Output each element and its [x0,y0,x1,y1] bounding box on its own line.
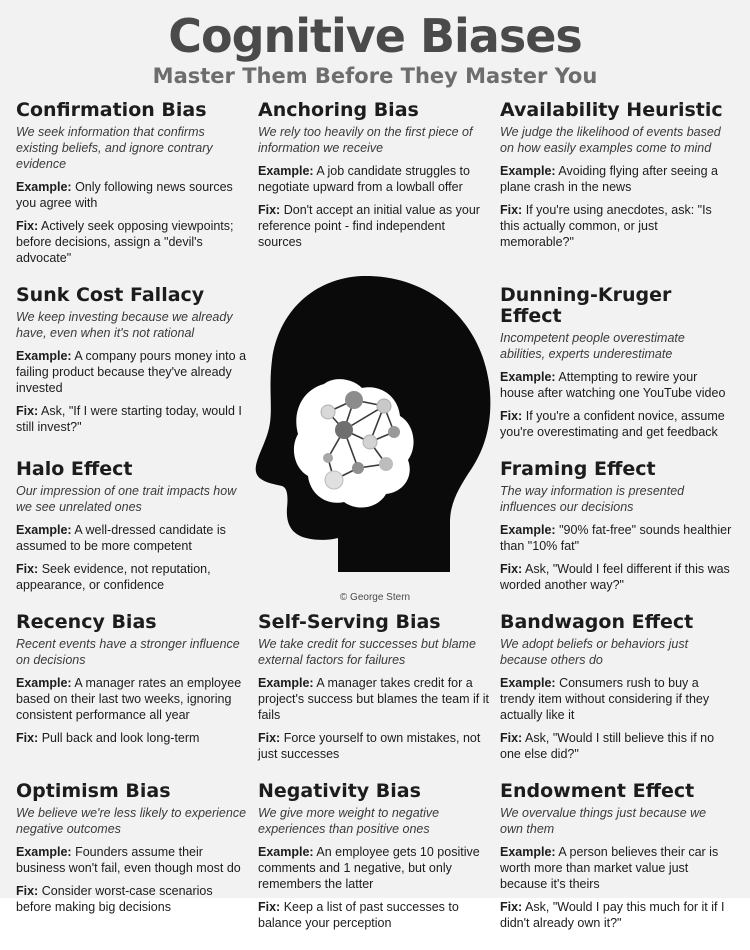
bias-example [16,844,248,876]
bias-example [16,179,248,211]
bias-title: Sunk Cost Fallacy [16,284,205,307]
bias-fix [258,899,490,931]
bias-fix [16,730,248,746]
example-text: Founders assume their business won't fail, even though most do [16,844,241,875]
bias-card [258,100,490,273]
bias-example [500,369,732,401]
fix-label: Fix: [500,561,523,576]
bias-title: Bandwagon Effect [500,610,694,633]
bias-fix [16,403,248,435]
bias-title: Confirmation Bias [16,99,207,122]
fix-label: Fix: [500,899,523,914]
fix-text: Consider worst-case scenarios before making big decisions [16,883,213,914]
bias-title: Optimism Bias [16,779,171,802]
example-label: Example: [16,180,72,195]
bias-fix [258,202,490,250]
fix-label: Fix: [500,730,523,745]
example-label: Example: [258,675,314,690]
example-text: "90% fat-free" sounds healthier than "10% fat" [500,522,732,553]
bias-fix [16,561,248,593]
bias-fix [500,730,732,762]
bias-fix [500,408,732,440]
fix-text: Force yourself to own mistakes, not just successes [258,730,481,761]
brain-illustration-slot [258,459,490,600]
bias-title: Availability Heuristic [500,99,723,122]
example-label: Example: [16,349,72,364]
bias-title: Negativity Bias [258,779,421,802]
fix-text: Seek evidence, not reputation, appearance, or confidence [16,561,211,592]
example-label: Example: [500,164,556,179]
fix-label: Fix: [16,404,39,419]
bias-description: We seek information that confirms existing beliefs, and ignore contrary evidence [16,125,213,172]
example-text: Consumers rush to buy a trendy item without considering if they actually like it [500,675,710,722]
page-title: Cognitive Biases [168,9,582,63]
bias-example [500,844,732,892]
fix-text: Keep a list of past successes to balance your perception [258,899,459,930]
fix-text: Pull back and look long-term [41,730,200,745]
example-text: A manager takes credit for a project's success but blames the team if it fails [258,675,489,722]
fix-text: Ask, "Would I still believe this if no one else did?" [500,730,715,761]
bias-title: Framing Effect [500,457,656,480]
example-label: Example: [16,675,72,690]
bias-title: Self-Serving Bias [258,610,441,633]
bias-description: We judge the likelihood of events based on how easily examples come to mind [500,125,721,156]
bias-fix [500,561,732,593]
bias-card [500,781,732,938]
page-subtitle: Master Them Before They Master You [152,64,598,89]
bias-card [500,612,732,769]
example-text: An employee gets 10 positive comments and 1 negative, but only remembers the latter [258,844,480,891]
example-text: Avoiding flying after seeing a plane crash in the news [500,164,718,195]
example-text: Attempting to rewire your house after watching one YouTube video [500,369,726,400]
fix-text: Ask, "Would I pay this much for it if I didn't already own it?" [500,899,725,930]
fix-label: Fix: [500,408,523,423]
fix-text: Don't accept an initial value as your reference point - find independent sources [258,203,480,250]
bias-example [16,522,248,554]
bias-fix [500,202,732,250]
bias-example [500,163,732,195]
example-text: A company pours money into a failing product because they've already invested [16,349,247,396]
example-text: A person believes their car is worth more than market value just because it's theirs [500,844,719,891]
fix-label: Fix: [258,899,281,914]
bias-description: Recent events have a stronger influence on decisions [16,636,240,667]
bias-description: We overvalue things just because we own them [500,805,707,836]
fix-label: Fix: [16,883,39,898]
fix-text: Actively seek opposing viewpoints; before decisions, assign a "devil's advocate" [16,219,234,266]
example-text: A job candidate struggles to negotiate upward from a lowball offer [258,164,470,195]
bias-title: Dunning-Kruger Effect [500,284,672,328]
bias-description: We take credit for successes but blame external factors for failures [258,636,476,667]
example-label: Example: [16,522,72,537]
bias-card [16,781,248,938]
bias-fix [16,883,248,915]
bias-description: The way information is presented influences our decisions [500,483,685,514]
bias-card [500,285,732,447]
bias-description: Incompetent people overestimate abilities, experts underestimate [500,330,685,361]
bias-description: We adopt beliefs or behaviors just because others do [500,636,689,667]
bias-description: We believe we're less likely to experience negative outcomes [16,805,247,836]
example-text: A well-dressed candidate is assumed to be more competent [16,522,226,553]
bias-description: We give more weight to negative experiences than positive ones [258,805,440,836]
bias-title: Halo Effect [16,457,133,480]
bias-fix [500,899,732,931]
bias-example [258,163,490,195]
bias-card [16,100,248,273]
credit-line: © George Stern [339,592,411,603]
bias-fix [16,218,248,266]
bias-card [500,459,732,600]
bias-card [500,100,732,273]
example-label: Example: [16,844,72,859]
example-label: Example: [500,522,556,537]
bias-example [16,675,248,723]
bias-description: We rely too heavily on the first piece of information we receive [258,125,473,156]
brain-illustration-slot [258,285,490,447]
bias-example [500,522,732,554]
example-label: Example: [500,844,556,859]
fix-label: Fix: [258,730,281,745]
bias-title: Anchoring Bias [258,99,419,122]
fix-label: Fix: [16,219,39,234]
fix-label: Fix: [16,730,39,745]
bias-example [500,675,732,723]
fix-label: Fix: [258,203,281,218]
example-text: Only following news sources you agree with [16,180,233,211]
fix-text: If you're using anecdotes, ask: "Is this actually common, or just memorable?" [500,203,712,250]
fix-text: Ask, "Would I feel different if this was worded another way?" [500,561,730,592]
fix-text: Ask, "If I were starting today, would I still invest?" [16,404,242,435]
example-text: A manager rates an employee based on their last two weeks, ignoring consistent performance all year [16,675,242,722]
bias-example [16,348,248,396]
example-label: Example: [500,369,556,384]
example-label: Example: [258,844,314,859]
fix-label: Fix: [16,561,39,576]
example-label: Example: [258,164,314,179]
bias-card [16,285,248,447]
bias-title: Endowment Effect [500,779,695,802]
bias-title: Recency Bias [16,610,157,633]
bias-card [16,459,248,600]
fix-label: Fix: [500,203,523,218]
bias-description: Our impression of one trait impacts how we see unrelated ones [16,483,237,514]
bias-description: We keep investing because we already have, even when it's not rational [16,310,233,341]
example-label: Example: [500,675,556,690]
bias-card [16,612,248,769]
fix-text: If you're a confident novice, assume you're overestimating and get feedback [500,408,725,439]
